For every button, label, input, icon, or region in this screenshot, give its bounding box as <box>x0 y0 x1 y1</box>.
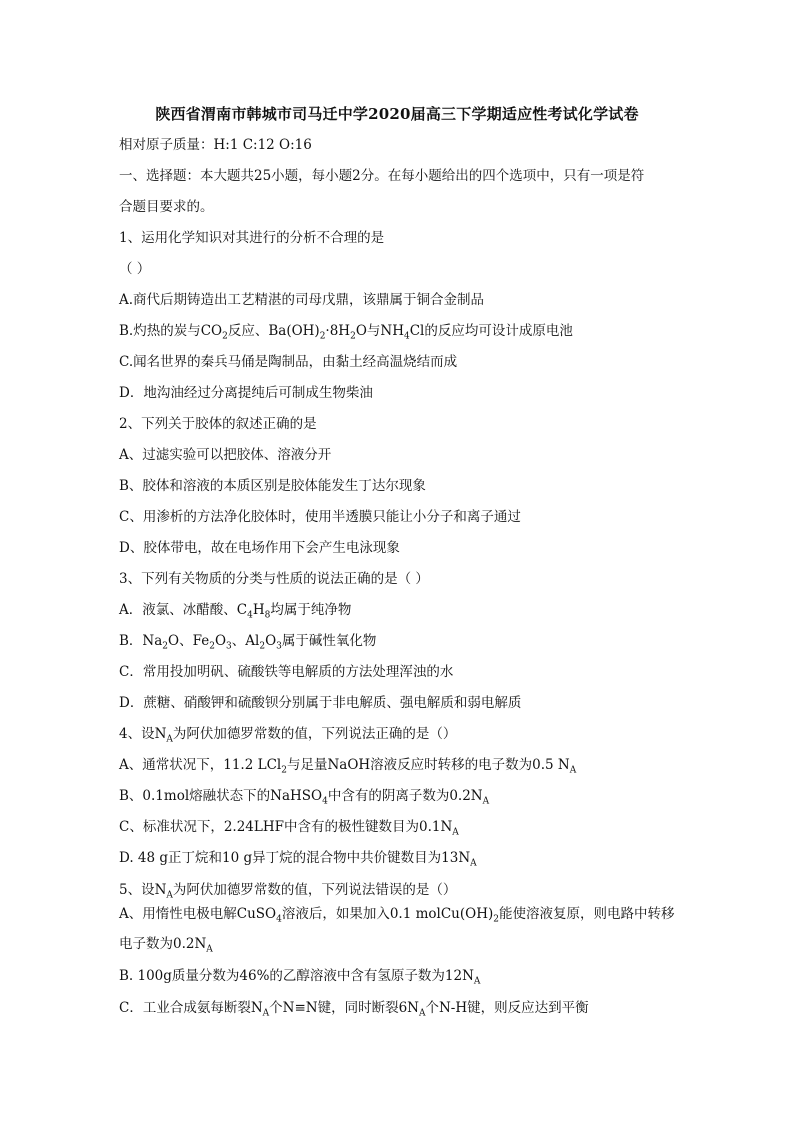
question-5-option-b: B. 100g质量分数为46%的乙醇溶液中含有氢原子数为$12N_A$ <box>119 968 481 987</box>
question-5-option-a: A、用惰性电极电解CuSO$_4$溶液后，如果加入0.1 $molCu(OH)_2$能使溶液复原，则电路中转移 <box>119 906 675 925</box>
question-2-stem: 2、下列关于胶体的叙述正确的是 <box>119 416 317 432</box>
question-1-option-a: A.商代后期铸造出工艺精湛的司母戊鼎，该鼎属于铜合金制品 <box>119 292 485 308</box>
question-4-stem: 4、设$N_A$为阿伏加德罗常数的值，下列说法正确的是（） <box>119 726 457 745</box>
question-1-option-b: B.灼热的炭与$CO_2$反应、$Ba(OH)_2\cdot 8H_2O$与$NH_4Cl$的反应均可设计成原电池 <box>119 323 573 342</box>
question-1-stem: 1、运用化学知识对其进行的分析不合理的是 <box>119 230 385 246</box>
question-3-stem: 3、下列有关物质的分类与性质的说法正确的是（ ） <box>119 571 429 587</box>
question-1-option-c: C.闻名世界的秦兵马俑是陶制品，由黏土经高温烧结而成 <box>119 354 458 370</box>
section-instructions-line2: 合题目要求的。 <box>119 199 214 215</box>
question-1-option-d: D．地沟油经过分离提纯后可制成生物柴油 <box>119 385 373 401</box>
question-4-option-a: A、通常状况下，11.2 LCl$_2$与足量NaOH溶液反应时转移的电子数为0.5 $N_A$ <box>119 757 577 776</box>
question-5-option-a-line2: 电子数为$0.2N_A$ <box>119 936 213 955</box>
question-3-option-d: D．蔗糖、硝酸钾和硫酸钡分别属于非电解质、强电解质和弱电解质 <box>119 695 522 711</box>
question-2-option-c: C、用渗析的方法净化胶体时，使用半透膜只能让小分子和离子通过 <box>119 509 521 525</box>
question-3-option-b: B．$Na_2O$、$Fe_2O_3$、$Al_2O_3$属于碱性氧化物 <box>119 633 377 652</box>
relative-atomic-mass: 相对原子质量：H:1 C:12 O:16 <box>119 137 312 153</box>
question-4-option-b: B、0.1mol熔融状态下的NaHSO$_4$中含有的阴离子数为$0.2N_A$ <box>119 788 490 807</box>
question-4-option-d: D. 48 g正丁烷和10 g异丁烷的混合物中共价键数目为$13N_A$ <box>119 850 477 869</box>
question-2-option-a: A、过滤实验可以把胶体、溶液分开 <box>119 447 332 463</box>
document-title: 陕西省渭南市韩城市司马迁中学2020届高三下学期适应性考试化学试卷 <box>155 105 639 123</box>
question-4-option-c: C、标准状况下，2.24LHF中含有的极性键数目为$0.1N_A$ <box>119 819 459 838</box>
question-5-option-c: C．工业合成氨每断裂$N_A$个N≡N键，同时断裂$6N_A$个N-H键，则反应达到平衡 <box>119 1000 589 1019</box>
question-3-option-c: C．常用投加明矾、硫酸铁等电解质的方法处理浑浊的水 <box>119 664 454 680</box>
question-5-stem: 5、设$N_A$为阿伏加德罗常数的值，下列说法错误的是（） <box>119 882 457 901</box>
question-1-paren: （ ） <box>119 261 151 277</box>
question-2-option-b: B、胶体和溶液的本质区别是胶体能发生丁达尔现象 <box>119 478 426 494</box>
section-instructions-line1: 一、选择题：本大题共25小题，每小题2分。在每小题给出的四个选项中，只有一项是符 <box>119 168 645 184</box>
question-3-option-a: A．液氯、冰醋酸、$C_4H_8$均属于纯净物 <box>119 602 352 621</box>
question-2-option-d: D、胶体带电，故在电场作用下会产生电泳现象 <box>119 540 400 556</box>
